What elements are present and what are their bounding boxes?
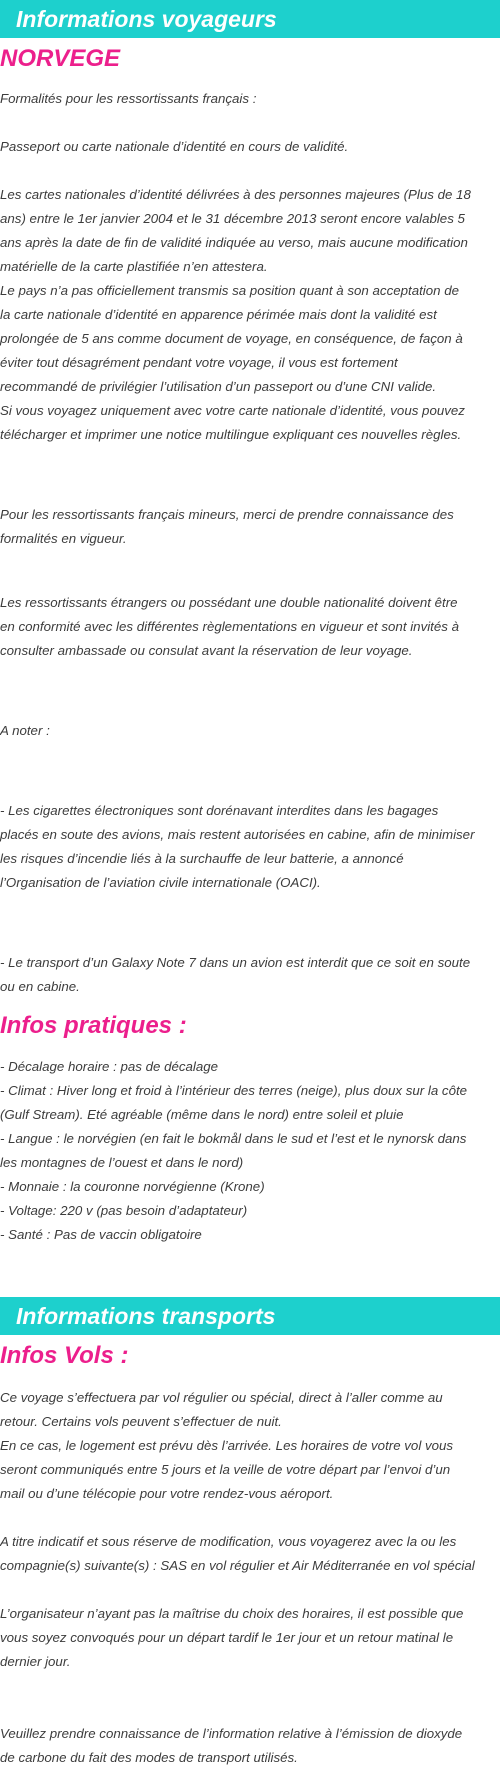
text-line: de carbone du fait des modes de transport utilisés. xyxy=(0,1750,298,1765)
galaxy-paragraph xyxy=(0,951,498,999)
infos-vols-title: Infos Vols : xyxy=(0,1342,129,1369)
text-line: Si vous voyagez uniquement avec votre carte nationale d’identité, vous pouvez xyxy=(0,403,465,418)
list-item: - Voltage: 220 v (pas besoin d’adaptateur) xyxy=(0,1203,248,1218)
section-header-transports: Informations transports xyxy=(0,1297,500,1335)
organisateur-paragraph xyxy=(0,1602,498,1674)
text-line: seront communiqués entre 5 jours et la veille de votre départ par l’envoi d’un xyxy=(0,1462,451,1477)
text-line: prolongée de 5 ans comme document de voyage, en conséquence, de façon à xyxy=(0,331,463,346)
text-line: retour. Certains vols peuvent s’effectuer de nuit. xyxy=(0,1414,282,1429)
text-line: en conformité avec les différentes règlementations en vigueur et sont invités à xyxy=(0,619,459,634)
mineurs-paragraph xyxy=(0,503,498,551)
compagnies-paragraph xyxy=(0,1530,498,1578)
text-line: mail ou d’une télécopie pour votre rendez-vous aéroport. xyxy=(0,1486,334,1501)
list-item: - Santé : Pas de vaccin obligatoire xyxy=(0,1227,202,1242)
country-title: NORVEGE xyxy=(0,45,121,72)
text-line: compagnie(s) suivante(s) : SAS en vol régulier et Air Méditerranée en vol spécial xyxy=(0,1558,475,1573)
text-line: télécharger et imprimer une notice multilingue expliquant ces nouvelles règles. xyxy=(0,427,462,442)
text-line: placés en soute des avions, mais restent autorisées en cabine, afin de minimiser xyxy=(0,827,475,842)
text-line: En ce cas, le logement est prévu dès l’arrivée. Les horaires de votre vol vous xyxy=(0,1438,454,1453)
list-item: - Langue : le norvégien (en fait le bokmål dans le sud et l’est et le nynorsk dans xyxy=(0,1131,467,1146)
text-line: l’Organisation de l’aviation civile internationale (OACI). xyxy=(0,875,321,890)
text-line: consulter ambassade ou consulat avant la réservation de leur voyage. xyxy=(0,643,413,658)
text-line: A titre indicatif et sous réserve de modification, vous voyagerez avec la ou les xyxy=(0,1534,457,1549)
list-item: les montagnes de l’ouest et dans le nord) xyxy=(0,1155,244,1170)
list-item: - Monnaie : la couronne norvégienne (Krone) xyxy=(0,1179,265,1194)
text-line: formalités en vigueur. xyxy=(0,531,127,546)
cigarettes-paragraph xyxy=(0,799,498,895)
cni-paragraph xyxy=(0,183,498,447)
text-line: dernier jour. xyxy=(0,1654,71,1669)
text-line: Ce voyage s’effectuera par vol régulier ou spécial, direct à l’aller comme au xyxy=(0,1390,443,1405)
infos-pratiques-list xyxy=(0,1055,498,1247)
list-item: - Décalage horaire : pas de décalage xyxy=(0,1059,219,1074)
text-line: - Les cigarettes électroniques sont dorénavant interdites dans les bagages xyxy=(0,803,439,818)
text-line: la carte nationale d’identité en apparence périmée mais dont la validité est xyxy=(0,307,437,322)
list-item: - Climat : Hiver long et froid à l’intérieur des terres (neige), plus doux sur la côte xyxy=(0,1083,468,1098)
infos-pratiques-title: Infos pratiques : xyxy=(0,1012,187,1039)
formalites-label: Formalités pour les ressortissants français : xyxy=(0,91,257,106)
text-line: - Le transport d’un Galaxy Note 7 dans un avion est interdit que ce soit en soute xyxy=(0,955,471,970)
a-noter-label: A noter : xyxy=(0,723,50,738)
text-line: Veuillez prendre connaissance de l’information relative à l’émission de dioxyde xyxy=(0,1726,463,1741)
text-line: Pour les ressortissants français mineurs, merci de prendre connaissance des xyxy=(0,507,454,522)
text-line: ou en cabine. xyxy=(0,979,80,994)
text-line: ans) entre le 1er janvier 2004 et le 31 décembre 2013 seront encore valables 5 xyxy=(0,211,465,226)
text-line: Les ressortissants étrangers ou possédant une double nationalité doivent être xyxy=(0,595,458,610)
vols-paragraph xyxy=(0,1386,498,1506)
text-line: Le pays n’a pas officiellement transmis sa position quant à son acceptation de xyxy=(0,283,460,298)
text-line: ans après la date de fin de validité indiquée au verso, mais aucune modification xyxy=(0,235,468,250)
text-line: les risques d’incendie liés à la surchauffe de leur batterie, a annoncé xyxy=(0,851,404,866)
passeport-text: Passeport ou carte nationale d’identité en cours de validité. xyxy=(0,139,349,154)
section-header-voyageurs: Informations voyageurs xyxy=(0,0,500,38)
text-line: vous soyez convoqués pour un départ tardif le 1er jour et un retour matinal le xyxy=(0,1630,454,1645)
list-item: (Gulf Stream). Eté agréable (même dans le nord) entre soleil et pluie xyxy=(0,1107,404,1122)
text-line: L’organisateur n’ayant pas la maîtrise du choix des horaires, il est possible que xyxy=(0,1606,464,1621)
co2-paragraph xyxy=(0,1722,498,1770)
text-line: Les cartes nationales d’identité délivrées à des personnes majeures (Plus de 18 xyxy=(0,187,471,202)
text-line: matérielle de la carte plastifiée n’en attestera. xyxy=(0,259,268,274)
text-line: éviter tout désagrément pendant votre voyage, il vous est fortement xyxy=(0,355,398,370)
etrangers-paragraph xyxy=(0,591,498,663)
text-line: recommandé de privilégier l’utilisation d’un passeport ou d’une CNI valide. xyxy=(0,379,437,394)
